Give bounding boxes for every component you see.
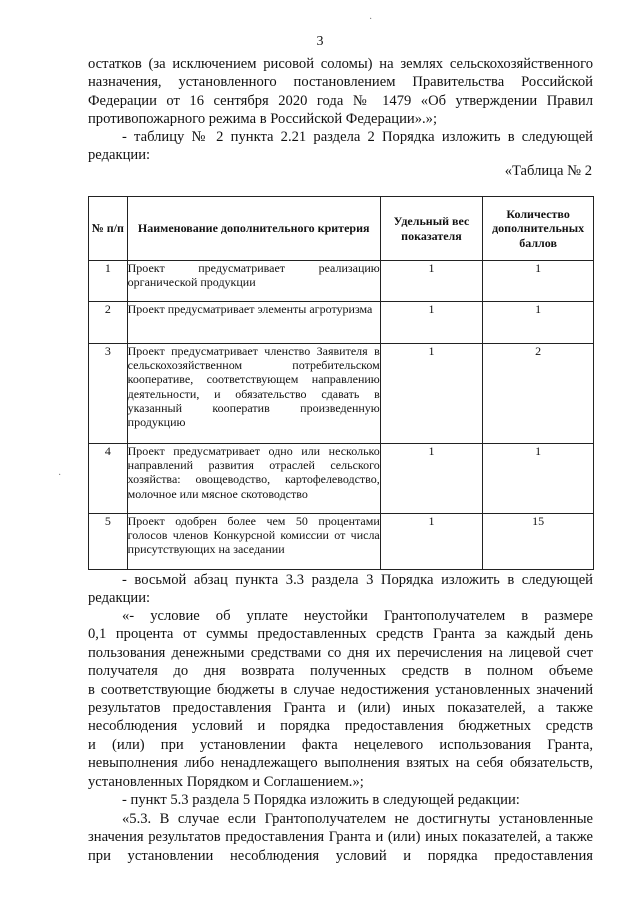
text-line: невыполнения либо ненадлежащего выполнения взятых на себя обязательств, <box>88 755 593 772</box>
text-line: «5.3. В случае если Грантополучателем не достигнуты установленные <box>122 811 593 827</box>
row-name: Проект предусматривает реализацию органической продукции <box>127 261 380 302</box>
text-line: пользования денежными средствами со дня их перечисления на лицевой счет <box>88 644 593 661</box>
table-title: «Таблица № 2 <box>504 163 592 179</box>
row-name: Проект предусматривает одно или несколько направлений развития отраслей сельского хозяйства: овощеводство, картофелеводство, молочное или мясное скотоводство <box>127 444 380 514</box>
header-points: Количество дополнительных баллов <box>483 197 594 261</box>
text-line: - пункт 5.3 раздела 5 Порядка изложить в следующей редакции: <box>122 792 520 808</box>
text-line: - таблицу № 2 пункта 2.21 раздела 2 Порядка изложить в следующей <box>122 129 593 145</box>
text-line: результатов предоставления Гранта и (или) иных показателей, а также <box>88 700 593 717</box>
text-line: остатков (за исключением рисовой соломы) на землях сельскохозяйственного <box>88 56 593 72</box>
row-points: 2 <box>483 344 594 444</box>
amendment-3-3-paragraph <box>88 571 593 608</box>
text-line: и (или) при установлении факта нецелевого использования Гранта, <box>88 736 593 753</box>
intro-paragraph <box>88 55 593 129</box>
row-name: Проект предусматривает членство Заявителя в сельскохозяйственном потребительском кооперативе, соответствующем направлению деятельности, и обязательство сдавать в указанный кооператив произведенную продукцию <box>127 344 380 444</box>
text-line: противопожарного режима в Российской Федерации».»; <box>88 111 438 128</box>
header-weight: Удельный вес показателя <box>380 197 482 261</box>
row-weight: 1 <box>380 514 482 570</box>
text-line: редакции: <box>88 590 151 607</box>
text-line: получателя до дня возврата полученных средств в полном объеме <box>88 663 593 680</box>
quoted-condition-paragraph <box>88 607 593 791</box>
text-line: установленных Порядком и Соглашением.»; <box>88 773 364 790</box>
row-points: 1 <box>483 261 594 302</box>
text-line: значения результатов предоставления Гранта и (или) иных показателей, а также <box>88 829 593 846</box>
row-points: 15 <box>483 514 594 570</box>
scan-speck: · <box>369 14 373 25</box>
final-paragraph <box>88 810 593 865</box>
row-num: 2 <box>89 302 128 344</box>
row-num: 5 <box>89 514 128 570</box>
header-num: № п/п <box>89 197 128 261</box>
table-header-row <box>89 197 594 261</box>
table-row <box>89 302 594 344</box>
row-name: Проект одобрен более чем 50 процентами голосов членов Конкурсной комиссии от числа присутствующих на заседании <box>127 514 380 570</box>
row-points: 1 <box>483 302 594 344</box>
criteria-table <box>88 196 594 570</box>
table-intro-paragraph <box>88 128 593 165</box>
text-line: редакции: <box>88 147 151 164</box>
text-line: несоблюдения условий и порядка предоставления бюджетных средств <box>88 718 593 735</box>
table-row <box>89 514 594 570</box>
text-line: - восьмой абзац пункта 3.3 раздела 3 Порядка изложить в следующей <box>122 572 593 588</box>
row-num: 3 <box>89 344 128 444</box>
text-line: в соответствующие бюджеты в случае недостижения установленных значений <box>88 681 593 698</box>
text-line: 0,1 процента от суммы предоставленных средств Гранта за каждый день <box>88 626 593 643</box>
table-row <box>89 344 594 444</box>
row-points: 1 <box>483 444 594 514</box>
text-line: Федерации от 16 сентября 2020 года № 1479 «Об утверждении Правил <box>88 92 593 109</box>
row-weight: 1 <box>380 344 482 444</box>
row-num: 4 <box>89 444 128 514</box>
text-line: «- условие об уплате неустойки Грантополучателем в размере <box>122 608 593 624</box>
page-number: 3 <box>316 34 324 49</box>
row-weight: 1 <box>380 444 482 514</box>
row-num: 1 <box>89 261 128 302</box>
amendment-5-3-paragraph <box>88 791 593 809</box>
row-weight: 1 <box>380 261 482 302</box>
scan-speck: · <box>58 470 62 481</box>
row-name: Проект предусматривает элементы агротуризма <box>127 302 380 344</box>
text-line: при установлении несоблюдения условий и порядка предоставления <box>88 847 593 864</box>
table-row <box>89 444 594 514</box>
text-line: назначения, установленного постановлением Правительства Российской <box>88 74 593 91</box>
row-weight: 1 <box>380 302 482 344</box>
table-row <box>89 261 594 302</box>
header-name: Наименование дополнительного критерия <box>127 197 380 261</box>
